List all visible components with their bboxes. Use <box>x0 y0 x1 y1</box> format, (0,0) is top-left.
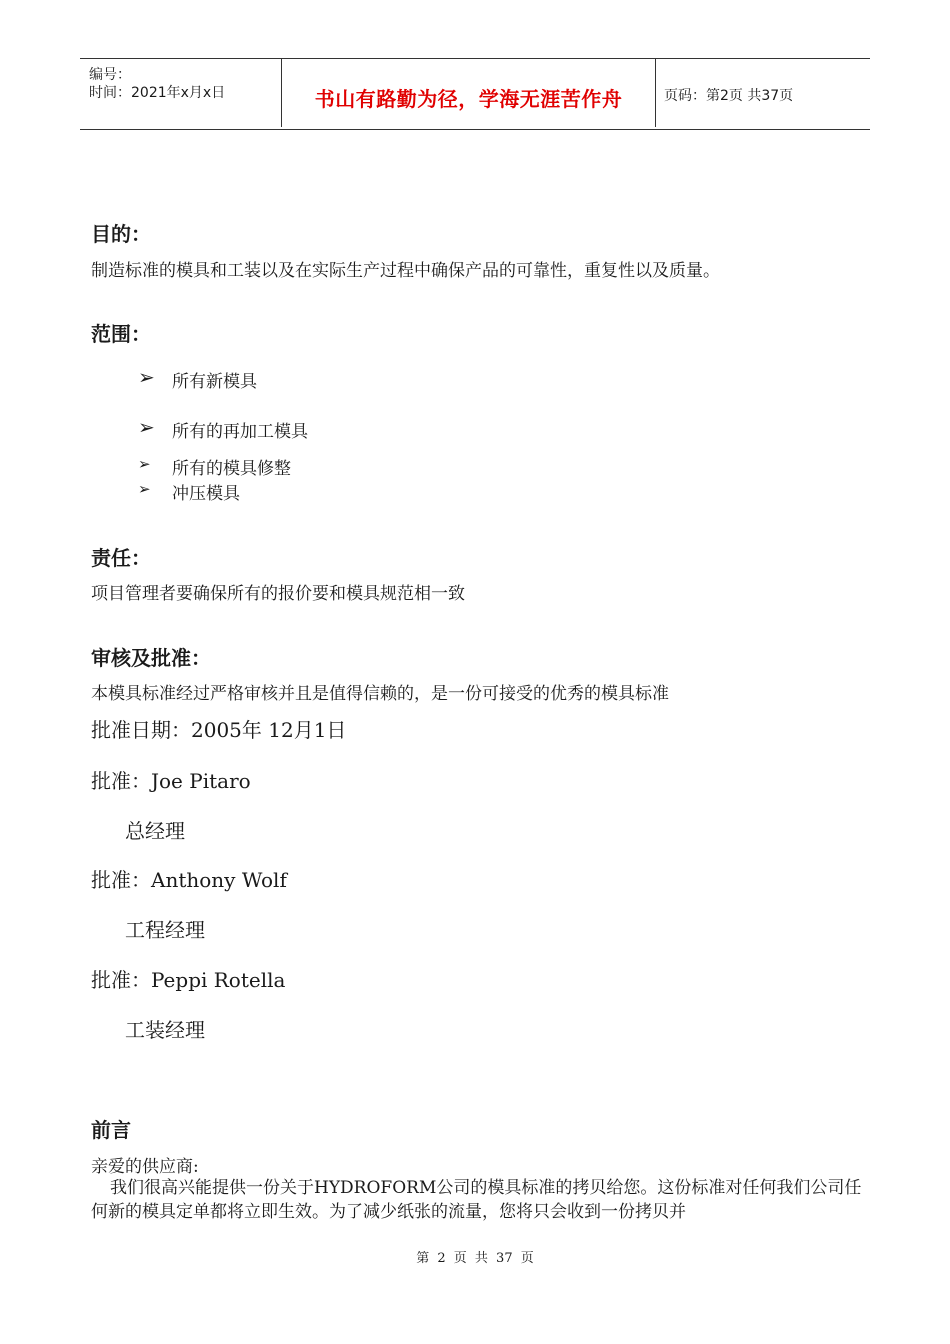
arrowhead-bullet-icon: ➢ <box>138 455 151 473</box>
scope-item-label: 冲压模具 <box>172 484 240 504</box>
approval-text: 本模具标准经过严格审核并且是值得信赖的，是一份可接受的优秀的模具标准 <box>91 684 669 704</box>
responsibility-heading: 责任： <box>91 546 151 570</box>
approver-title: 工程经理 <box>125 918 205 942</box>
responsibility-text: 项目管理者要确保所有的报价要和模具规范相一致 <box>91 584 465 604</box>
doc-number-label: 编号： <box>89 67 131 83</box>
scope-item-label: 所有新模具 <box>172 372 257 392</box>
header-motto-cell <box>282 59 656 127</box>
approver-name: 批准：Joe Pitaro <box>91 769 251 793</box>
header-meta-cell <box>80 59 282 127</box>
scope-item-label: 所有的再加工模具 <box>172 422 308 442</box>
purpose-text: 制造标准的模具和工装以及在实际生产过程中确保产品的可靠性，重复性以及质量。 <box>91 261 720 281</box>
arrowhead-bullet-icon: ➢ <box>138 365 155 389</box>
arrowhead-bullet-icon: ➢ <box>138 415 155 439</box>
header-page-cell <box>656 59 870 127</box>
foreword-body: 我们很高兴能提供一份关于HYDROFORM公司的模具标准的拷贝给您。这份标准对任何我们公司任何新的模具定单都将立即生效。为了减少纸张的流量，您将只会收到一份拷贝并 <box>91 1178 862 1222</box>
page-header <box>80 58 870 130</box>
header-motto: 书山有路勤为径，学海无涯苦作舟 <box>314 87 623 111</box>
approver-title: 工装经理 <box>125 1018 205 1042</box>
scope-item-label: 所有的模具修整 <box>172 459 291 479</box>
header-page-info: 页码：第2页 共37页 <box>664 88 794 104</box>
approval-heading: 审核及批准： <box>91 646 211 670</box>
arrowhead-bullet-icon: ➢ <box>138 480 151 498</box>
foreword-heading: 前言 <box>91 1118 131 1142</box>
approver-name: 批准：Anthony Wolf <box>91 868 287 892</box>
approval-date: 批准日期：2005年 12月1日 <box>91 718 347 742</box>
scope-heading: 范围： <box>91 322 151 346</box>
approver-name: 批准：Peppi Rotella <box>91 968 286 992</box>
doc-time-label: 时间：2021年x月x日 <box>89 85 226 101</box>
purpose-heading: 目的： <box>91 222 151 246</box>
foreword-salutation: 亲爱的供应商: <box>91 1157 199 1177</box>
approver-title: 总经理 <box>125 819 185 843</box>
page-footer: 第 2 页 共 37 页 <box>416 1251 534 1266</box>
